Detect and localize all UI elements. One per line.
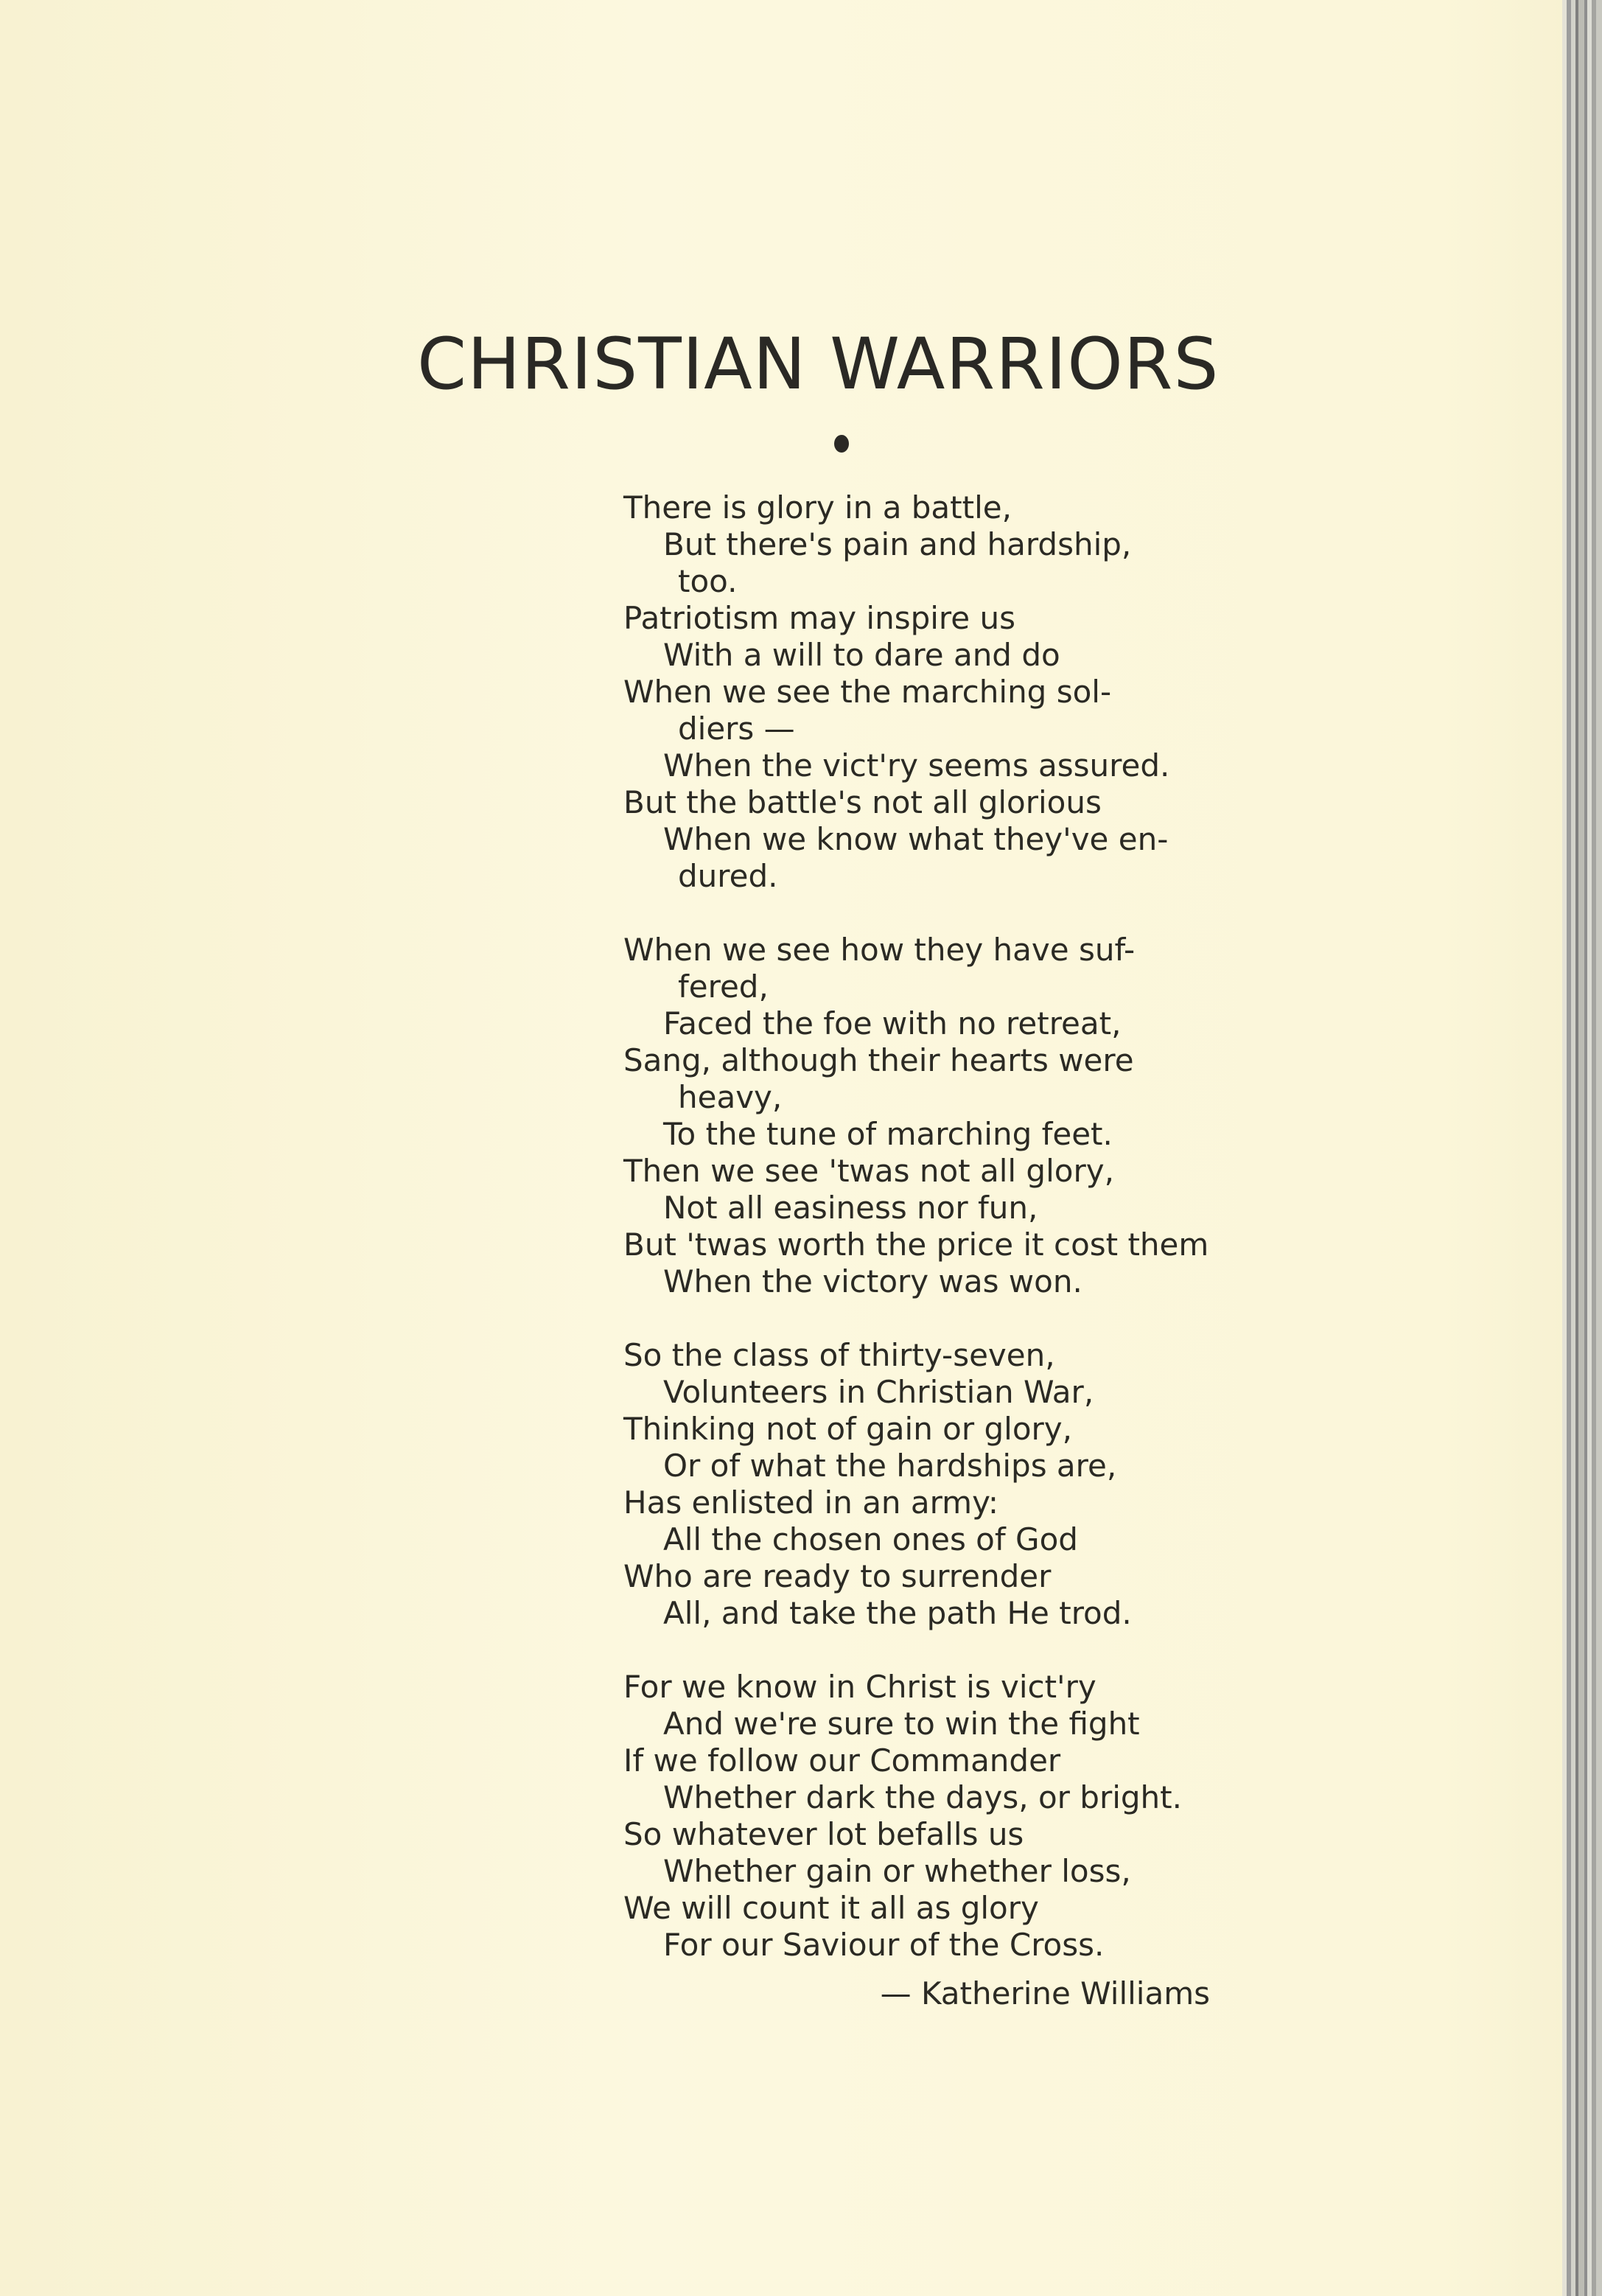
- poem-line: Faced the foe with no retreat,: [663, 1005, 1122, 1041]
- poem-body: [623, 489, 1213, 1964]
- stanza-gap: [623, 1632, 1213, 1669]
- poem-line: Volunteers in Christian War,: [663, 1374, 1094, 1410]
- poem-line: If we follow our Commander: [623, 1742, 1061, 1779]
- poem-line: too.: [678, 563, 738, 599]
- poem-title: CHRISTIAN WARRIORS: [417, 323, 1220, 405]
- poem-line: And we're sure to win the fight: [663, 1706, 1140, 1742]
- poem-line: We will count it all as glory: [623, 1890, 1039, 1926]
- poem-line: Then we see 'twas not all glory,: [623, 1153, 1114, 1189]
- poem-line: Sang, although their hearts were: [623, 1042, 1134, 1078]
- poem-line: When we see the marching sol-: [623, 674, 1112, 710]
- stanza: [623, 1337, 1213, 1632]
- poem-line: When the victory was won.: [663, 1263, 1082, 1299]
- poem-line: When we know what they've en-: [663, 821, 1169, 857]
- stanza-gap: [623, 895, 1213, 932]
- poem-line: When the vict'ry seems assured.: [663, 747, 1170, 784]
- poem-line: Whether dark the days, or bright.: [663, 1779, 1182, 1815]
- poem-line: So whatever lot befalls us: [623, 1816, 1024, 1852]
- poem-line: diers —: [678, 711, 795, 747]
- stanza: [623, 932, 1213, 1300]
- poem-line: Who are ready to surrender: [623, 1558, 1052, 1594]
- poem-line: All, and take the path He trod.: [663, 1595, 1132, 1631]
- poem-line: But there's pain and hardship,: [663, 526, 1132, 562]
- page-edge-stripes: [1562, 0, 1602, 2296]
- poem-line: Or of what the hardships are,: [663, 1448, 1117, 1484]
- poem-line: Has enlisted in an army:: [623, 1484, 999, 1521]
- poem-line: But 'twas worth the price it cost them: [623, 1226, 1209, 1263]
- poem-line: But the battle's not all glorious: [623, 784, 1102, 820]
- poem-line: To the tune of marching feet.: [663, 1116, 1113, 1152]
- poem-line: heavy,: [678, 1079, 783, 1115]
- stanza-gap: [623, 1300, 1213, 1337]
- poem-line: Whether gain or whether loss,: [663, 1853, 1131, 1889]
- poem-line: There is glory in a battle,: [623, 489, 1012, 526]
- poem-line: So the class of thirty-seven,: [623, 1337, 1055, 1373]
- stanza: [623, 489, 1213, 895]
- poem-line: All the chosen ones of God: [663, 1521, 1078, 1557]
- poem-line: For we know in Christ is vict'ry: [623, 1669, 1096, 1705]
- poem-line: Patriotism may inspire us: [623, 600, 1015, 636]
- poem-line: When we see how they have suf-: [623, 932, 1136, 968]
- poem-line: dured.: [678, 858, 778, 894]
- author-signature: — Katherine Williams: [880, 1975, 1210, 2011]
- poem-line: For our Saviour of the Cross.: [663, 1927, 1105, 1963]
- poem-line: fered,: [678, 969, 769, 1005]
- stanza: [623, 1669, 1213, 1964]
- poem-line: Not all easiness nor fun,: [663, 1190, 1038, 1226]
- poem-line: Thinking not of gain or glory,: [623, 1411, 1072, 1447]
- title-bullet-ornament: [834, 435, 849, 453]
- poem-line: With a will to dare and do: [663, 637, 1060, 673]
